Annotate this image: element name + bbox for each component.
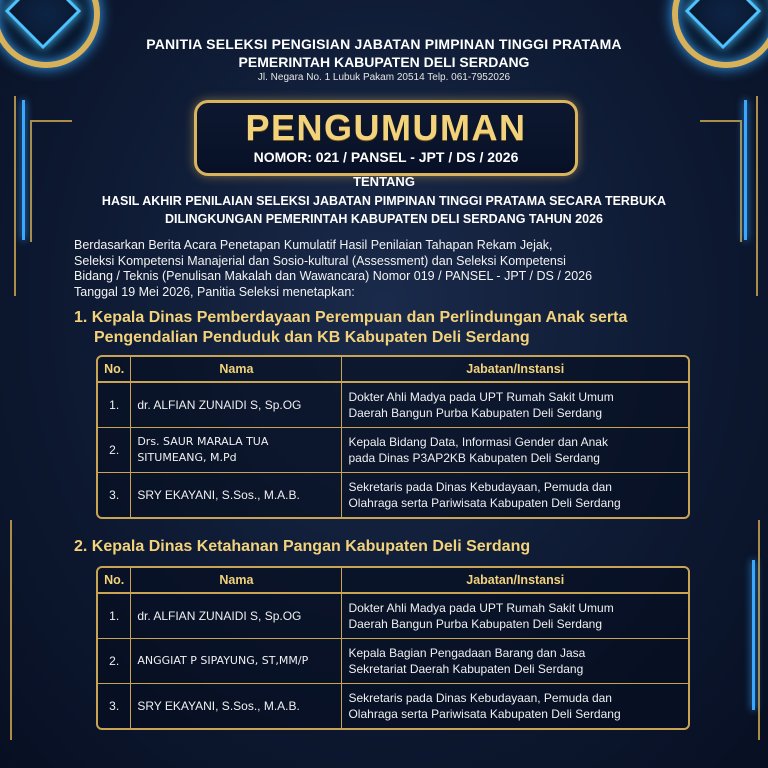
- jabatan-line-2: Olahraga serta Pariwisata Kabupaten Deli Serdang: [348, 496, 621, 510]
- table-header-row: [98, 568, 688, 594]
- header-no: No.: [98, 357, 131, 383]
- section-1-table: [96, 355, 690, 519]
- section-2-table: [96, 566, 690, 730]
- jabatan-line-2: Sekretariat Daerah Kabupaten Deli Serdang: [348, 662, 584, 676]
- section-1-title: [74, 308, 714, 348]
- announcement-number: NOMOR: 021 / PANSEL - JPT / DS / 2026: [253, 149, 519, 165]
- table-row: [98, 473, 688, 517]
- jabatan-line-1: Sekretaris pada Dinas Kebudayaan, Pemuda dan: [348, 691, 612, 705]
- table-row: [98, 383, 688, 428]
- table-row: [98, 639, 688, 684]
- row-no: 1.: [98, 594, 131, 639]
- row-no: 3.: [98, 473, 131, 517]
- header-jabatan: Jabatan/Instansi: [342, 568, 688, 594]
- header-no: No.: [98, 568, 131, 594]
- address-line: Jl. Negara No. 1 Lubuk Pakam 20514 Telp. 061-7952026: [257, 72, 511, 83]
- section-1-title-line-1: 1. Kepala Dinas Pemberdayaan Perempuan dan Perlindungan Anak serta: [74, 309, 628, 326]
- government-title: PEMERINTAH KABUPATEN DELI SERDANG: [238, 54, 530, 70]
- row-no: 2.: [98, 428, 131, 473]
- header-nama: Nama: [131, 357, 342, 383]
- announcement-badge: [194, 100, 578, 176]
- row-jabatan: [342, 428, 688, 473]
- jabatan-line-2: Daerah Bangun Purba Kabupaten Deli Serdang: [348, 617, 602, 631]
- announcement-title: PENGUMUMAN: [245, 107, 527, 148]
- row-nama: ANGGIAT P SIPAYUNG, ST,MM/P: [131, 639, 342, 684]
- row-jabatan: [342, 383, 688, 428]
- section-1-title-line-2: Pengendalian Penduduk dan KB Kabupaten Deli Serdang: [94, 329, 530, 346]
- committee-title: PANITIA SELEKSI PENGISIAN JABATAN PIMPINAN TINGGI PRATAMA: [146, 36, 622, 52]
- right-bottom-glow: [752, 560, 755, 710]
- row-no: 3.: [98, 684, 131, 728]
- row-nama: Drs. SAUR MARALA TUA SITUMEANG, M.Pd: [131, 428, 342, 473]
- table-row: [98, 428, 688, 473]
- row-no: 1.: [98, 383, 131, 428]
- section-2-title: 2. Kepala Dinas Ketahanan Pangan Kabupaten Deli Serdang: [74, 538, 531, 555]
- row-nama: dr. ALFIAN ZUNAIDI S, Sp.OG: [131, 594, 342, 639]
- table-row: [98, 684, 688, 728]
- jabatan-line-1: Dokter Ahli Madya pada UPT Rumah Sakit Umum: [348, 601, 614, 615]
- header-nama: Nama: [131, 568, 342, 594]
- jabatan-line-1: Sekretaris pada Dinas Kebudayaan, Pemuda dan: [348, 480, 612, 494]
- subject-line-1: HASIL AKHIR PENILAIAN SELEKSI JABATAN PIMPINAN TINGGI PRATAMA SECARA TERBUKA: [101, 194, 667, 208]
- subject-line-2: DILINGKUNGAN PEMERINTAH KABUPATEN DELI SERDANG TAHUN 2026: [165, 212, 603, 226]
- row-nama: SRY EKAYANI, S.Sos., M.A.B.: [131, 684, 342, 728]
- row-jabatan: [342, 594, 688, 639]
- row-no: 2.: [98, 639, 131, 684]
- jabatan-line-2: Olahraga serta Pariwisata Kabupaten Deli Serdang: [348, 707, 621, 721]
- jabatan-line-2: pada Dinas P3AP2KB Kabupaten Deli Serdang: [348, 451, 600, 465]
- paragraph-line: Berdasarkan Berita Acara Penetapan Kumulatif Hasil Penilaian Tahapan Rekam Jejak,: [74, 238, 553, 252]
- row-jabatan: [342, 684, 688, 728]
- paragraph-line: Bidang / Teknis (Penulisan Makalah dan Wawancara) Nomor 019 / PANSEL - JPT / DS / 2026: [74, 269, 593, 283]
- paragraph-line: Tanggal 19 Mei 2026, Panitia Seleksi menetapkan:: [74, 284, 355, 299]
- left-bottom-circuit: [10, 520, 32, 740]
- table-header-row: [98, 357, 688, 383]
- row-nama: SRY EKAYANI, S.Sos., M.A.B.: [131, 473, 342, 517]
- header-jabatan: Jabatan/Instansi: [342, 357, 688, 383]
- jabatan-line-1: Dokter Ahli Madya pada UPT Rumah Sakit Umum: [348, 390, 614, 404]
- intro-paragraph: [74, 238, 694, 300]
- jabatan-line-2: Daerah Bangun Purba Kabupaten Deli Serdang: [348, 406, 602, 420]
- right-bottom-circuit: [738, 520, 760, 740]
- row-jabatan: [342, 473, 688, 517]
- about-label: TENTANG: [353, 174, 415, 189]
- jabatan-line-1: Kepala Bagian Pengadaan Barang dan Jasa: [348, 646, 586, 660]
- jabatan-line-1: Kepala Bidang Data, Informasi Gender dan Anak: [348, 435, 608, 449]
- row-nama: dr. ALFIAN ZUNAIDI S, Sp.OG: [131, 383, 342, 428]
- row-jabatan: [342, 639, 688, 684]
- paragraph-line: Seleksi Kompetensi Manajerial dan Sosio-kultural (Assessment) dan Seleksi Kompetensi: [74, 253, 566, 268]
- table-row: [98, 594, 688, 639]
